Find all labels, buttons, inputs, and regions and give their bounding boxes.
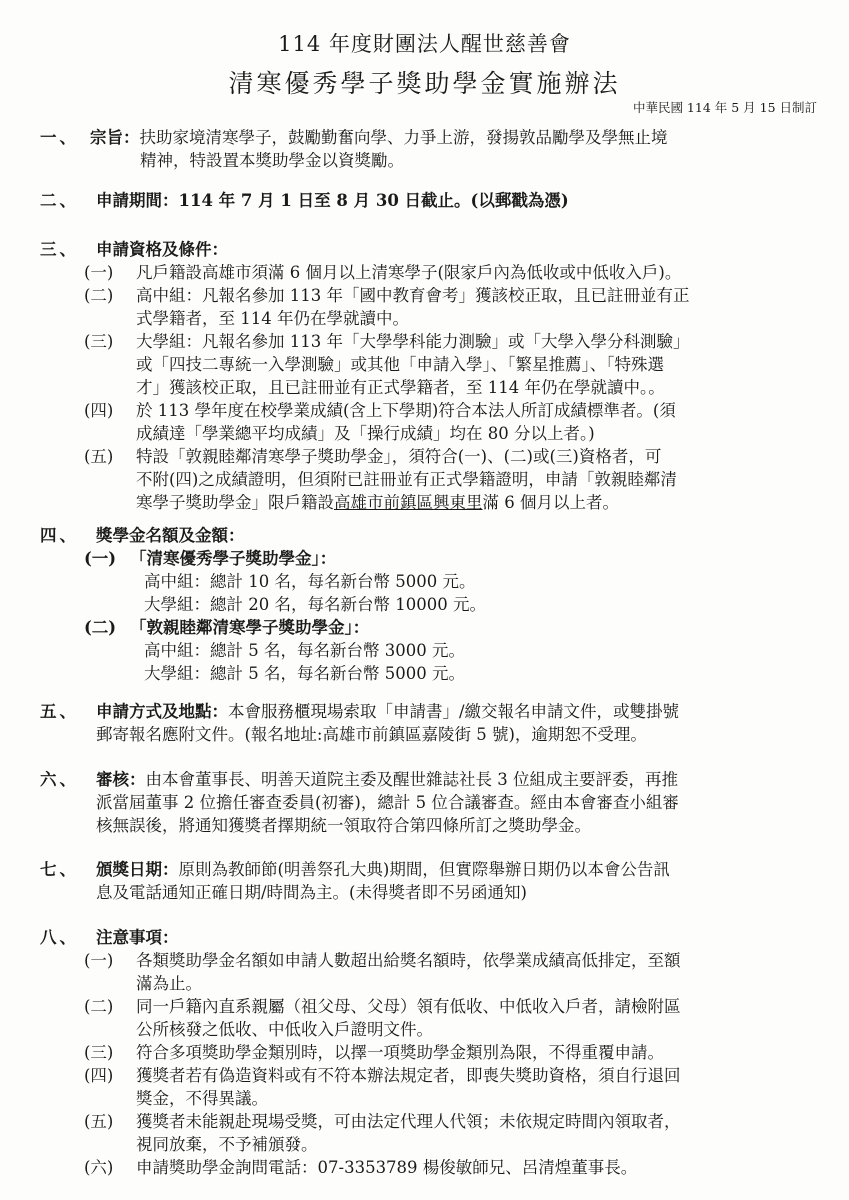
document-title: 清寒優秀學子獎助學金實施辦法	[228, 69, 621, 98]
list-item	[84, 1110, 816, 1156]
award-line: 大學組：總計 5 名，每名新台幣 5000 元。	[144, 664, 465, 683]
item-text: 或「四技二專統一入學測驗」或其他「申請入學」、「繁星推薦」、「特殊選	[136, 355, 664, 374]
list-item	[84, 949, 816, 995]
award-line: 大學組：總計 20 名，每名新台幣 10000 元。	[144, 595, 486, 614]
award-line: 高中組：總計 5 名，每名新台幣 3000 元。	[144, 641, 465, 660]
item-text: 成績達「學業總平均成績」及「操行成績」均在 80 分以上者。)	[136, 424, 595, 443]
item-number: (二)	[84, 618, 117, 637]
list-item	[84, 1064, 816, 1110]
item-number: (一)	[84, 951, 114, 970]
item-number: (四)	[84, 1066, 114, 1085]
award-group	[84, 547, 816, 616]
section-text: 申請期間：114 年 7 月 1 日至 8 月 30 日截止。(以郵戳為憑)	[96, 191, 569, 210]
document-title-org: 114 年度財團法人醒世慈善會	[278, 32, 571, 56]
item-number: (二)	[84, 286, 114, 305]
section-number: 六、	[40, 770, 79, 789]
item-number: (三)	[84, 332, 114, 351]
item-number: (一)	[84, 263, 114, 282]
item-text: 獲獎者若有偽造資料或有不符本辦法規定者，即喪失獎助資格，須自行退回	[136, 1066, 681, 1085]
item-text: 才」獲該校正取，且已註冊並有正式學籍者，至 114 年仍在學就讀中。。	[136, 378, 665, 397]
item-text: 獲獎者未能親赴現場受獎，可由法定代理人代領；未依規定時間內領取者，	[136, 1112, 681, 1131]
underlined-district: 高雄市前鎮區興東里	[334, 493, 483, 512]
award-name: 「清寒優秀學子獎助學金」：	[130, 549, 337, 568]
item-number: (一)	[84, 549, 117, 568]
item-text: 申請獎助學金詢問電話：07-3353789 楊俊敏師兄、呂清煌董事長。	[136, 1158, 638, 1177]
section-text: 息及電話通知正確日期/時間為主。(未得獎者即不另函通知)	[96, 883, 527, 902]
item-text: 式學籍者，至 114 年仍在學就讀中。	[136, 309, 409, 328]
item-number: (三)	[84, 1043, 114, 1062]
item-text: 視同放棄，不予補頒發。	[136, 1135, 318, 1154]
list-item	[84, 1156, 816, 1179]
section-text: 核無誤後，將通知獲獎者擇期統一領取符合第四條所訂之獎助學金。	[96, 816, 591, 835]
list-item	[84, 261, 816, 284]
item-text: 同一戶籍內直系親屬（祖父母、父母）領有低收、中低收入戶者，請檢附區	[136, 997, 681, 1016]
section-number: 一、	[40, 128, 79, 147]
item-number: (五)	[84, 447, 114, 466]
item-text-part: 滿 6 個月以上者。	[482, 493, 619, 512]
list-item	[84, 995, 816, 1041]
list-item	[84, 1041, 816, 1064]
award-name: 「敦親睦鄰清寒學子獎助學金」：	[130, 618, 370, 637]
award-line: 高中組：總計 10 名，每名新台幣 5000 元。	[144, 572, 476, 591]
section-line	[96, 858, 816, 881]
section-text: 精神，特設置本獎助學金以資獎勵。	[140, 151, 404, 170]
item-text: 大學組：凡報名參加 113 年「大學學科能力測驗」或「大學入學分科測驗」	[136, 332, 690, 351]
list-item	[84, 445, 816, 514]
item-text: 公所核發之低收、中低收入戶證明文件。	[136, 1020, 433, 1039]
award-group	[84, 616, 816, 685]
item-text: 高中組：凡報名參加 113 年「國中教育會考」獲該校正取，且已註冊並有正	[136, 286, 690, 305]
section-number: 八、	[40, 928, 79, 947]
section-label: 申請資格及條件：	[96, 240, 228, 259]
section-text: 郵寄報名應附文件。(報名地址:高雄市前鎮區嘉陵街 5 號)，逾期恕不受理。	[96, 725, 647, 744]
list-item	[84, 284, 816, 330]
section-label: 審核：	[96, 770, 146, 789]
section-text: 原則為教師節(明善祭孔大典)期間，但實際舉辦日期仍以本會公告訊	[178, 860, 670, 879]
item-text: 獎金，不得異議。	[136, 1089, 268, 1108]
section-text: 本會服務櫃現場索取「申請書」/繳交報名申請文件，或雙掛號	[228, 702, 680, 721]
item-text: 各類獎助學金名額如申請人數超出給獎名額時，依學業成績高低排定，至額	[136, 951, 681, 970]
item-number: (二)	[84, 997, 114, 1016]
item-number: (五)	[84, 1112, 114, 1131]
item-text: 於 113 學年度在校學業成績(含上下學期)符合本法人所訂成績標準者。(須	[136, 401, 676, 420]
enacted-date: 中華民國 114 年 5 月 15 日制訂	[632, 100, 817, 115]
section-number: 五、	[40, 702, 79, 721]
section-line	[96, 700, 816, 723]
section-label: 注意事項：	[96, 928, 179, 947]
section-label: 申請方式及地點：	[96, 702, 228, 721]
section-line	[96, 768, 816, 791]
item-text: 滿為止。	[136, 974, 202, 993]
section-line	[90, 126, 810, 149]
item-text: 不附(四)之成績證明，但須附已註冊並有正式學籍證明，申請「敦親睦鄰清	[136, 470, 677, 489]
section-text: 派當屆董事 2 位擔任審查委員(初審)，總計 5 位合議審查。經由本會審查小組審	[96, 793, 679, 812]
list-item	[84, 399, 816, 445]
section-number: 七、	[40, 860, 79, 879]
section-label: 宗旨：	[90, 128, 140, 147]
section-label: 獎學金名額及金額：	[96, 526, 245, 545]
item-text	[136, 491, 816, 514]
item-number: (六)	[84, 1158, 114, 1177]
section-number: 四、	[40, 526, 79, 545]
item-number: (四)	[84, 401, 114, 420]
section-number: 二、	[40, 191, 79, 210]
section-text: 扶助家境清寒學子，鼓勵勤奮向學、力爭上游，發揚敦品勵學及學無止境	[139, 128, 668, 147]
item-text-part: 寒學子獎助學金」限戶籍設	[136, 493, 334, 512]
section-label: 頒獎日期：	[96, 860, 179, 879]
item-text: 凡戶籍設高雄市須滿 6 個月以上清寒學子(限家戶內為低收或中低收入戶)。	[136, 263, 682, 282]
list-item	[84, 330, 816, 399]
section-text: 由本會董事長、明善天道院主委及醒世雜誌社長 3 位組成主要評委，再推	[145, 770, 678, 789]
section-number: 三、	[40, 240, 79, 259]
item-text: 特設「敦親睦鄰清寒學子獎助學金」，須符合(一)、(二)或(三)資格者，可	[136, 447, 662, 466]
item-text: 符合多項獎助學金類別時，以擇一項獎助學金類別為限，不得重覆申請。	[136, 1043, 664, 1062]
